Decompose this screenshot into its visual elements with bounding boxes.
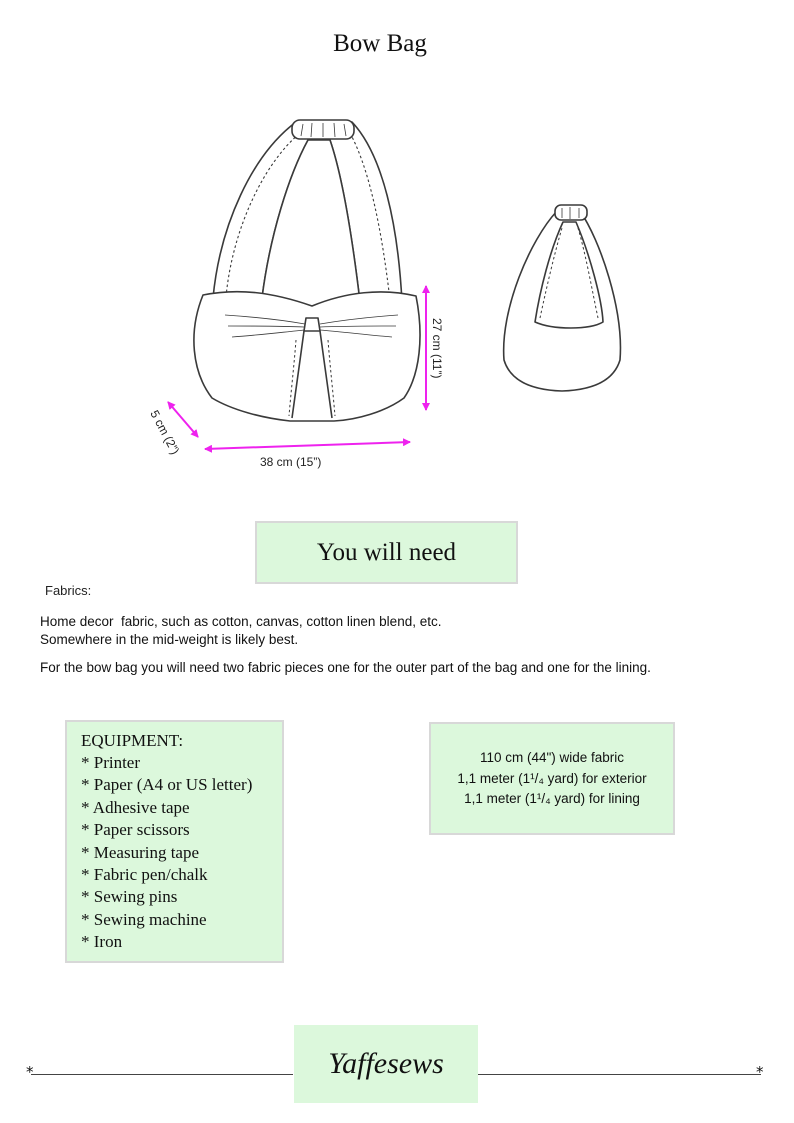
equipment-item: * Adhesive tape [81,797,190,817]
depth-dimension-label: 5 cm (2”) [147,407,183,457]
bag-illustrations [0,0,794,500]
fabric-requirements-box [429,722,675,835]
fabrics-label: Fabrics: [45,583,92,598]
fabric-description [40,613,441,649]
equipment-item: * Sewing machine [81,909,207,929]
bow-bag-front-illustration [194,120,420,421]
equipment-item: * Sewing pins [81,887,178,907]
equipment-box [65,720,284,963]
fabric-lining-line: 1,1 meter (1¹/₄ yard) for lining [464,791,640,806]
footer-divider-right [478,1074,761,1075]
equipment-item: * Fabric pen/chalk [81,865,208,885]
fabric-exterior-line: 1,1 meter (1¹/₄ yard) for exterior [457,770,647,786]
equipment-item: * Iron [81,932,123,952]
equipment-title: EQUIPMENT: [81,731,184,750]
footer-star-left: * [26,1063,34,1081]
height-dimension-label: 27 cm (11”) [430,318,444,379]
equipment-list [81,752,282,954]
equipment-item: * Paper scissors [81,820,190,840]
fabric-width-line: 110 cm (44") wide fabric [479,750,625,765]
footer-divider-left [31,1074,293,1075]
equipment-item: * Measuring tape [81,842,200,862]
footer-star-right: * [756,1063,764,1081]
fabric-line-1: Home decor fabric, such as cotton, canvas, cotton linen blend, etc. [40,614,442,629]
page-title: Bow Bag [333,30,427,57]
bow-bag-side-illustration [504,205,621,391]
brand-logo: Yaffesews [294,1025,478,1103]
fabric-line-2: Somewhere in the mid-weight is likely best. [40,632,299,647]
fabric-pieces-note: For the bow bag you will need two fabric pieces one for the outer part of the bag and one for the lining. [40,660,651,675]
width-dimension-label: 38 cm (15”) [260,455,322,469]
you-will-need-heading: You will need [255,521,518,584]
equipment-item: * Paper (A4 or US letter) [81,775,253,795]
equipment-item: * Printer [81,753,141,772]
